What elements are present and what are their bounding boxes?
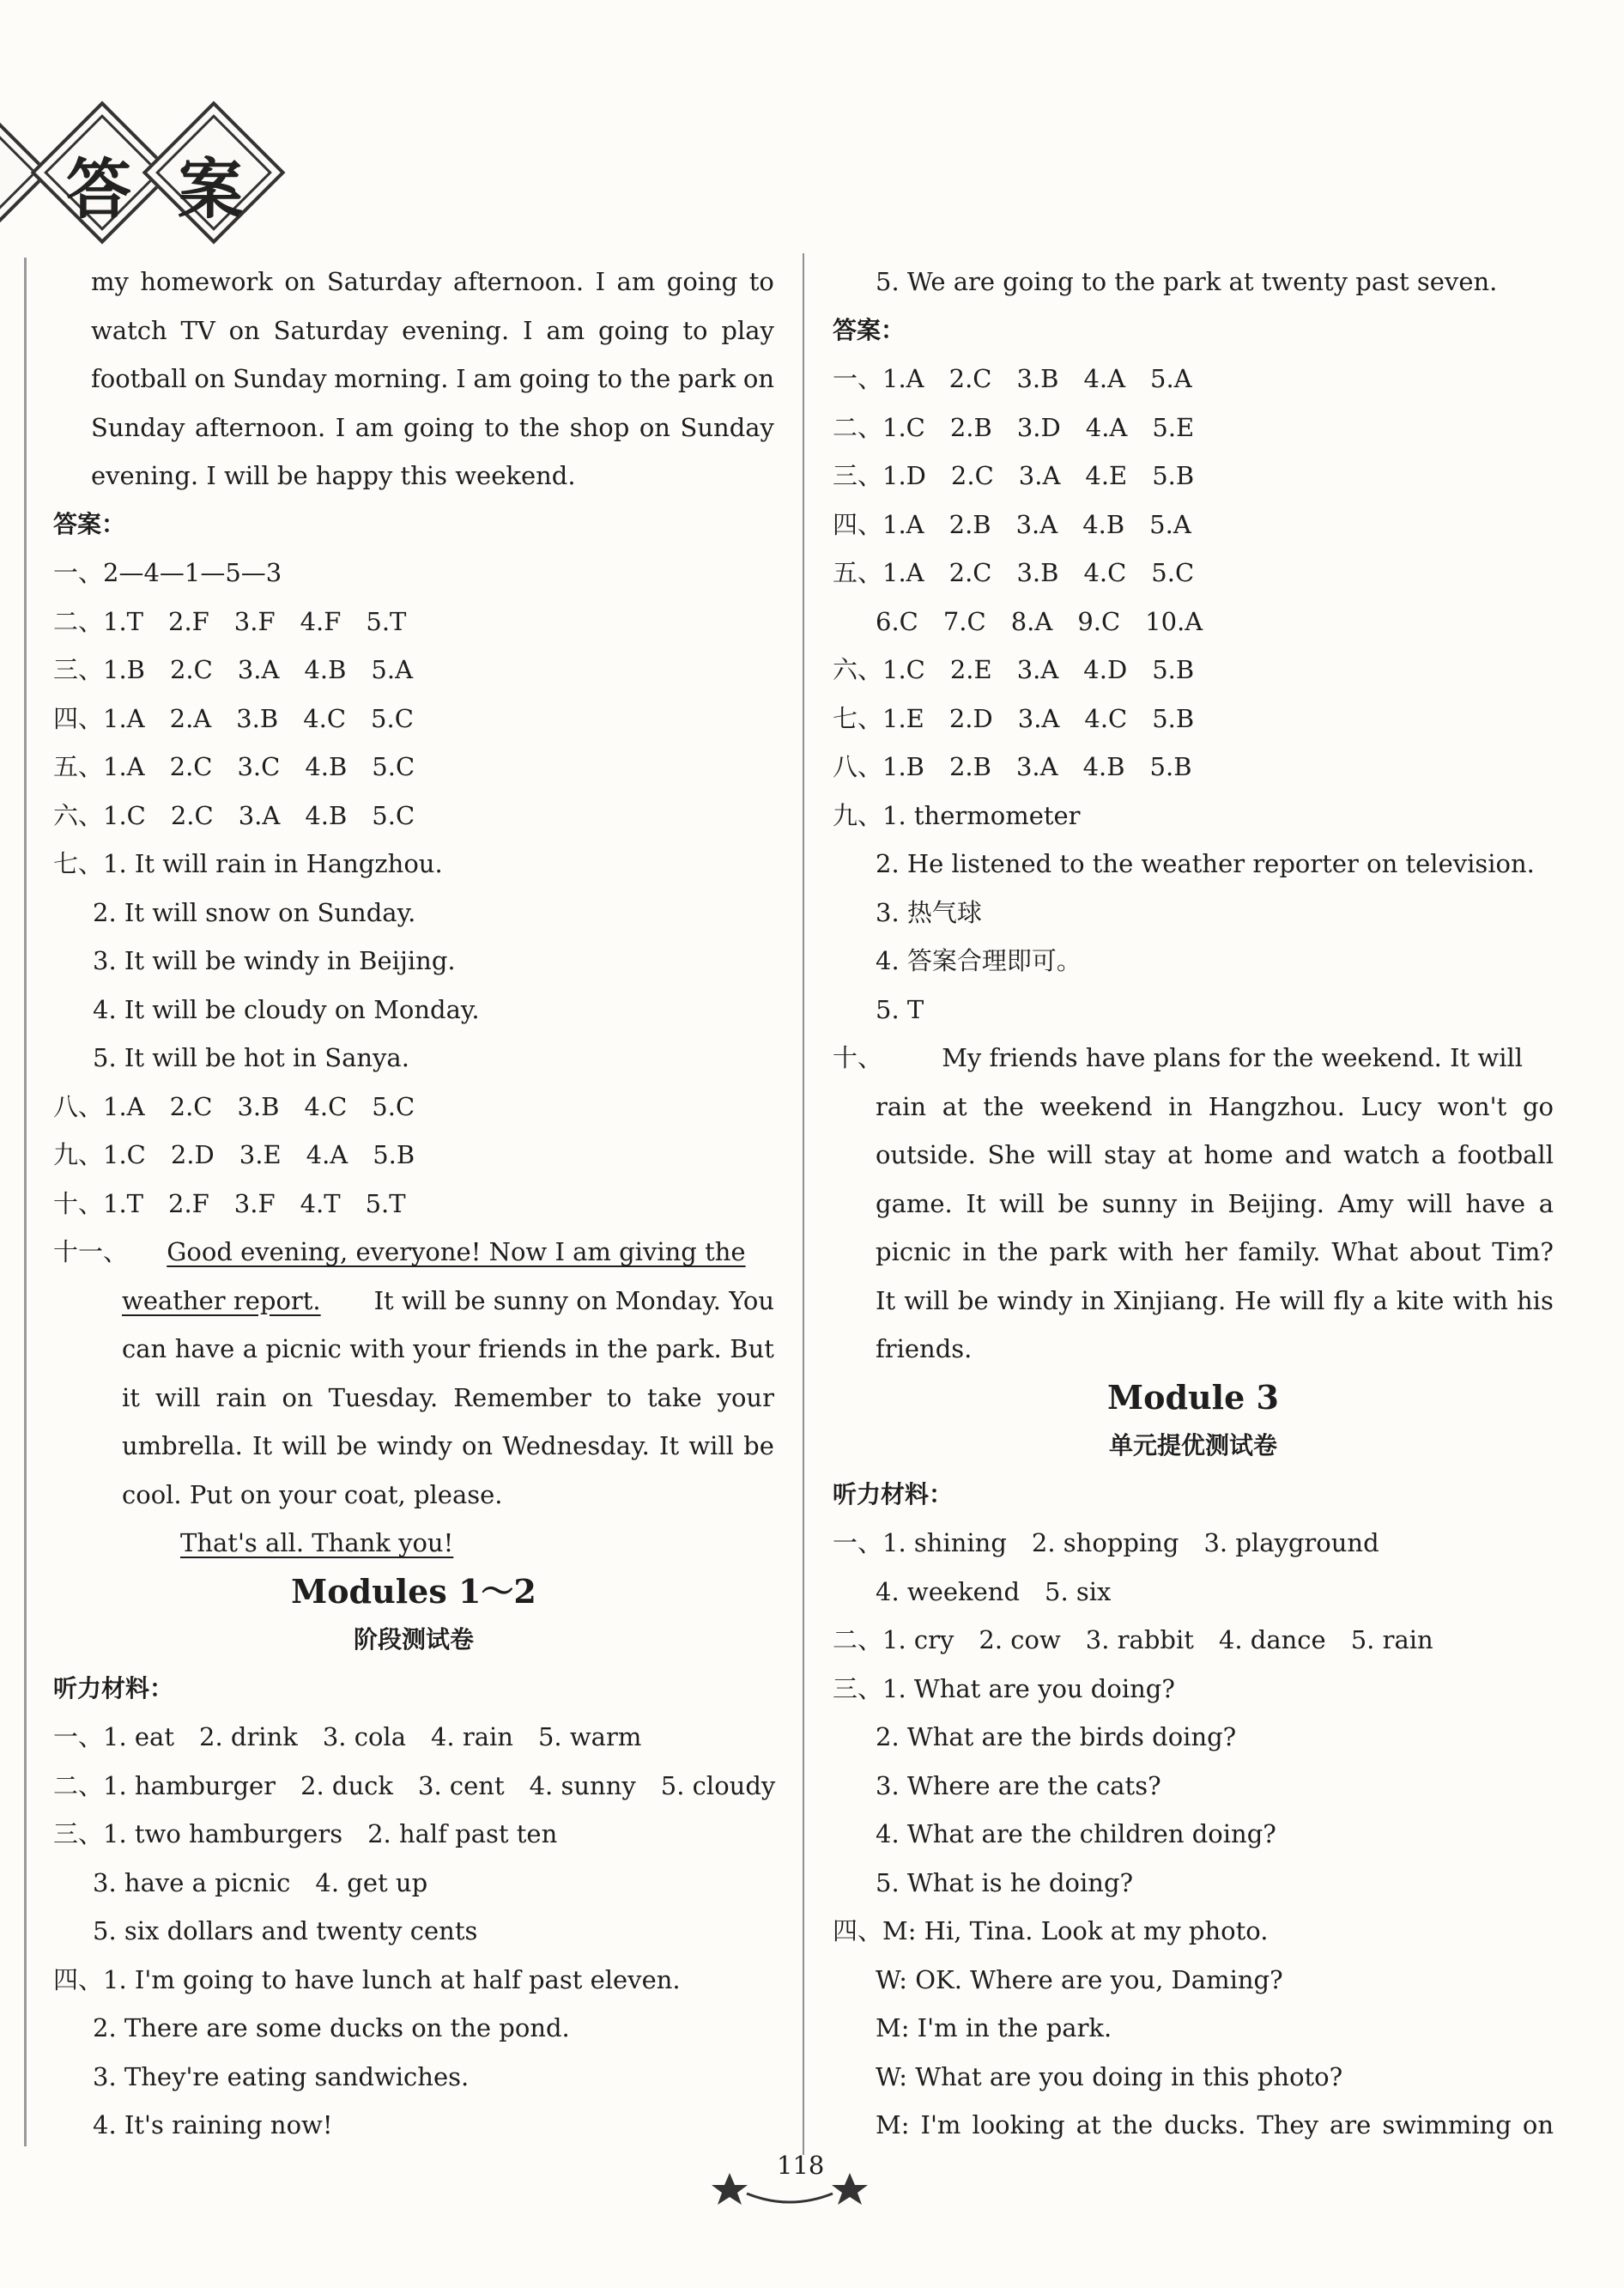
answer-row: 3. It will be windy in Beijing. — [93, 946, 456, 975]
underlined-text: That's all. Thank you! — [180, 1528, 454, 1557]
listening-label: 听力材料： — [53, 1673, 174, 1702]
answer-row: 八、1.A 2.C 3.B 4.C 5.C — [53, 1091, 415, 1121]
listening-row: 3. They're eating sandwiches. — [93, 2061, 470, 2091]
answer-row: 4. It will be cloudy on Monday. — [93, 994, 480, 1024]
answer-row: 六、1.C 2.C 3.A 4.B 5.C — [53, 800, 415, 830]
listening-row: 4. What are the children doing? — [876, 1819, 1276, 1848]
text-line: game. It will be sunny in Beijing. Amy will have a — [876, 1188, 1554, 1218]
underlined-text: weather report. — [122, 1285, 321, 1315]
answer-row: 三、1.D 2.C 3.A 4.E 5.B — [833, 461, 1195, 490]
listening-row: 5. six dollars and twenty cents — [93, 1916, 478, 1945]
listening-row: 三、1. What are you doing? — [833, 1673, 1175, 1703]
answer-row: 九、1. thermometer — [833, 800, 1081, 830]
answer-row: 九、1.C 2.D 3.E 4.A 5.B — [53, 1140, 415, 1169]
answers-label: 答案： — [833, 315, 906, 344]
text-line: can have a picnic with your friends in the park. But — [122, 1334, 774, 1363]
answer-row: 2. He listened to the weather reporter on television. — [876, 849, 1535, 878]
listening-row: 2. What are the birds doing? — [876, 1722, 1237, 1751]
listening-row: 二、1. cry 2. cow 3. rabbit 4. dance 5. rain — [833, 1625, 1433, 1654]
answer-row: 一、2—4—1—5—3 — [53, 558, 282, 587]
answer-row: 八、1.B 2.B 3.A 4.B 5.B — [833, 752, 1192, 781]
module-title: Module 3 — [1107, 1377, 1279, 1417]
answer-row: 2. It will snow on Sunday. — [93, 897, 416, 927]
listening-row: 2. There are some ducks on the pond. — [93, 2013, 570, 2042]
header-char-an: 案 — [178, 151, 243, 228]
listening-row: 5. What is he doing? — [876, 1867, 1134, 1897]
module-subtitle: 单元提优测试卷 — [1108, 1431, 1277, 1460]
text-line: friends. — [876, 1334, 973, 1363]
answer-row: 3. 热气球 — [876, 897, 982, 927]
answer-row: 七、1. It will rain in Hangzhou. — [53, 849, 443, 878]
listening-row: W: What are you doing in this photo? — [876, 2061, 1343, 2091]
underlined-text: Good evening, everyone! Now I am giving the — [167, 1237, 746, 1266]
answer-row: 4. 答案合理即可。 — [876, 946, 1082, 975]
answer-row: 一、1.A 2.C 3.B 4.A 5.A — [833, 364, 1192, 393]
right-column — [833, 258, 1554, 2150]
listening-row: 4. weekend 5. six — [876, 1576, 1112, 1606]
left-margin-line — [24, 258, 27, 2146]
answer-row: 四、1.A 2.B 3.A 4.B 5.A — [833, 509, 1191, 539]
module-title: Modules 1～2 — [291, 1571, 536, 1611]
section-label: 十一、 — [53, 1237, 129, 1266]
answer-row: 5. It will be hot in Sanya. — [93, 1043, 409, 1072]
text-line: cool. Put on your coat, please. — [122, 1479, 503, 1509]
page-footer — [0, 2151, 1624, 2219]
text-line: It will be windy in Xinjiang. He will fly a kite with his — [876, 1285, 1554, 1315]
text-line: my homework on Saturday afternoon. I am going to — [91, 267, 774, 296]
listening-row: 四、1. I'm going to have lunch at half past eleven. — [53, 1964, 681, 1994]
text-line: watch TV on Saturday evening. I am going to play — [91, 315, 774, 345]
answer-row: 十、1.T 2.F 3.F 4.T 5.T — [53, 1188, 406, 1218]
listening-row: 3. have a picnic 4. get up — [93, 1867, 428, 1897]
answer-row: 二、1.T 2.F 3.F 4.F 5.T — [53, 606, 407, 636]
answer-row: 六、1.C 2.E 3.A 4.D 5.B — [833, 655, 1195, 684]
section-label: 十、 — [833, 1043, 883, 1072]
answer-row: 五、1.A 2.C 3.B 4.C 5.C — [833, 558, 1195, 587]
text-line: picnic in the park with her family. What about Tim? — [876, 1237, 1554, 1266]
text-line: it will rain on Tuesday. Remember to take your — [122, 1382, 774, 1412]
text-line: 5. We are going to the park at twenty past seven. — [876, 267, 1498, 296]
listening-row: 三、1. two hamburgers 2. half past ten — [53, 1819, 558, 1848]
listening-row: 二、1. hamburger 2. duck 3. cent 4. sunny 5. cloudy — [53, 1770, 776, 1800]
left-column — [53, 258, 774, 2150]
listening-row: 4. It's raining now! — [93, 2110, 333, 2139]
text-line — [53, 1519, 774, 1568]
listening-row: 一、1. shining 2. shopping 3. playground — [833, 1528, 1379, 1557]
answer-row — [53, 1228, 774, 1277]
listening-row: M: I'm in the park. — [876, 2013, 1112, 2042]
listening-row: W: OK. Where are you, Daming? — [876, 1964, 1283, 1994]
listening-row: 3. Where are the cats? — [876, 1770, 1161, 1800]
text-line: umbrella. It will be windy on Wednesday. It will be — [122, 1431, 774, 1460]
text-line: rain at the weekend in Hangzhou. Lucy won't go — [876, 1091, 1554, 1121]
answer-row: 6.C 7.C 8.A 9.C 10.A — [876, 606, 1203, 636]
column-divider — [803, 253, 804, 2155]
listening-row: M: I'm looking at the ducks. They are swimming on — [876, 2110, 1554, 2139]
listening-row: 四、M: Hi, Tina. Look at my photo. — [833, 1916, 1269, 1945]
text-line: football on Sunday morning. I am going to the park on — [91, 364, 774, 393]
answer-row: 四、1.A 2.A 3.B 4.C 5.C — [53, 703, 414, 733]
answer-row: 三、1.B 2.C 3.A 4.B 5.A — [53, 655, 414, 684]
header-char-da: 答 — [66, 151, 131, 228]
listening-row: 一、1. eat 2. drink 3. cola 4. rain 5. warm — [53, 1722, 642, 1751]
text-line: weather report. It will be sunny on Monday. You — [53, 1277, 774, 1326]
page-number: 118 — [777, 2151, 825, 2180]
answer-row: 五、1.A 2.C 3.C 4.B 5.C — [53, 752, 415, 781]
text-line: outside. She will stay at home and watch a football — [876, 1140, 1554, 1169]
answer-row: 十、 My friends have plans for the weekend. It will — [833, 1043, 1524, 1072]
answer-header — [0, 103, 309, 232]
answer-row: 七、1.E 2.D 3.A 4.C 5.B — [833, 703, 1195, 733]
text-line: Sunday afternoon. I am going to the shop on Sunday — [91, 412, 774, 442]
module-subtitle: 阶段测试卷 — [353, 1625, 474, 1654]
answers-label: 答案： — [53, 509, 126, 538]
text-line: evening. I will be happy this weekend. — [91, 461, 576, 490]
answer-row: 5. T — [876, 994, 924, 1024]
listening-label: 听力材料： — [833, 1479, 954, 1508]
answer-row: 二、1.C 2.B 3.D 4.A 5.E — [833, 412, 1195, 442]
